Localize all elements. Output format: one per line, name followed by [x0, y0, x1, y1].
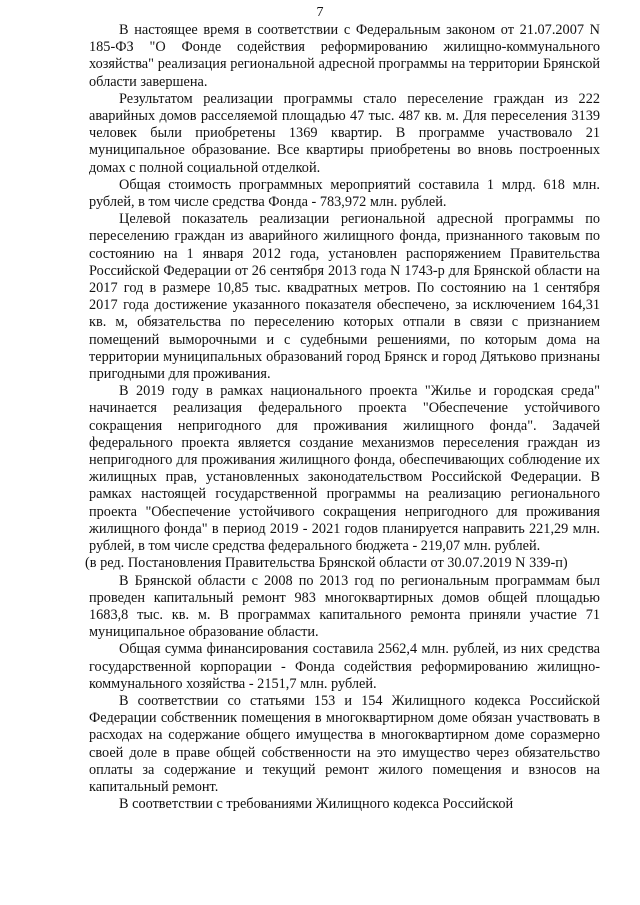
- paragraph-national-project: В 2019 году в рамках национального проекта "Жилье и городская среда" начинается реализация федерального проекта "Обеспечение устойчивого сокращения непригодного для проживания жилищного фонда". Задачей федерального проекта является создание механизмов переселения граждан из непригодного для проживания жилищного фонда, обеспечивающих соблюдение их жилищных прав, установленных законодательством Российской Федерации. В рамках настоящей государственной программы на реализацию регионального проекта "Обеспечение устойчивого сокращения непригодного для проживания жилищного фонда" в период 2019 - 2021 годов планируется направить 221,29 млн. рублей, в том числе средства федерального бюджета - 219,07 млн. рублей.: [89, 383, 600, 555]
- paragraph-housing-code-requirements: В соответствии с требованиями Жилищного кодекса Российской: [119, 796, 514, 813]
- page-number: 7: [316, 5, 324, 20]
- document-body: [85, 22, 600, 813]
- paragraph-target-indicator: Целевой показатель реализации региональной адресной программы по переселению граждан из аварийного жилищного фонда, признанного таковым по состоянию на 1 января 2012 года, установлен распоряжением Правительства Российской Федерации от 26 сентября 2013 года N 1743-р для Брянской области на 2017 год в размере 10,85 тыс. квадратных метров. По состоянию на 1 сентября 2017 года достижение указанного показателя обеспечено, за исключением 164,31 кв. м, обязательства по переселению которых отпали в связи с признанием помещений выморочными и с судебными решениями, по которым дома на территории муниципальных образований город Брянск и город Дятьково признаны пригодными для проживания.: [89, 211, 600, 383]
- paragraph-financing: Общая сумма финансирования составила 2562,4 млн. рублей, из них средства государственной корпорации - Фонда содействия реформированию жилищно-коммунального хозяйства - 2151,7 млн. рублей.: [89, 641, 600, 692]
- amendment-note: (в ред. Постановления Правительства Брянской области от 30.07.2019 N 339-п): [85, 555, 568, 572]
- paragraph-capital-repair: В Брянской области с 2008 по 2013 год по региональным программам был проведен капитальный ремонт 983 многоквартирных домов общей площадью 1683,8 тыс. кв. м. В программах капитального ремонта приняли участие 71 муниципальное образование области.: [89, 572, 600, 641]
- paragraph-program-results: Результатом реализации программы стало переселение граждан из 222 аварийных домов расселяемой площадью 47 тыс. 487 кв. м. Для переселения 3139 человек были приобретены 1369 квартир. В программе участвовало 21 муниципальное образование. Все квартиры приобретены во вновь построенных домах с полной социальной отделкой.: [89, 90, 600, 176]
- paragraph-housing-code: В соответствии со статьями 153 и 154 Жилищного кодекса Российской Федерации собственник помещения в многоквартирном доме обязан участвовать в расходах на содержание общего имущества в многоквартирном доме соразмерно своей доле в праве общей собственности на это имущество через обязательство оплаты за содержание и текущий ремонт жилого помещения и взносов на капитальный ремонт.: [89, 692, 600, 795]
- paragraph-total-cost: Общая стоимость программных мероприятий составила 1 млрд. 618 млн. рублей, в том числе средства Фонда - 783,972 млн. рублей.: [89, 176, 600, 211]
- paragraph-program-completed: В настоящее время в соответствии с Федеральным законом от 21.07.2007 N 185-ФЗ "О Фонде содействия реформированию жилищно-коммунального хозяйства" реализация региональной адресной программы на территории Брянской области завершена.: [89, 22, 600, 90]
